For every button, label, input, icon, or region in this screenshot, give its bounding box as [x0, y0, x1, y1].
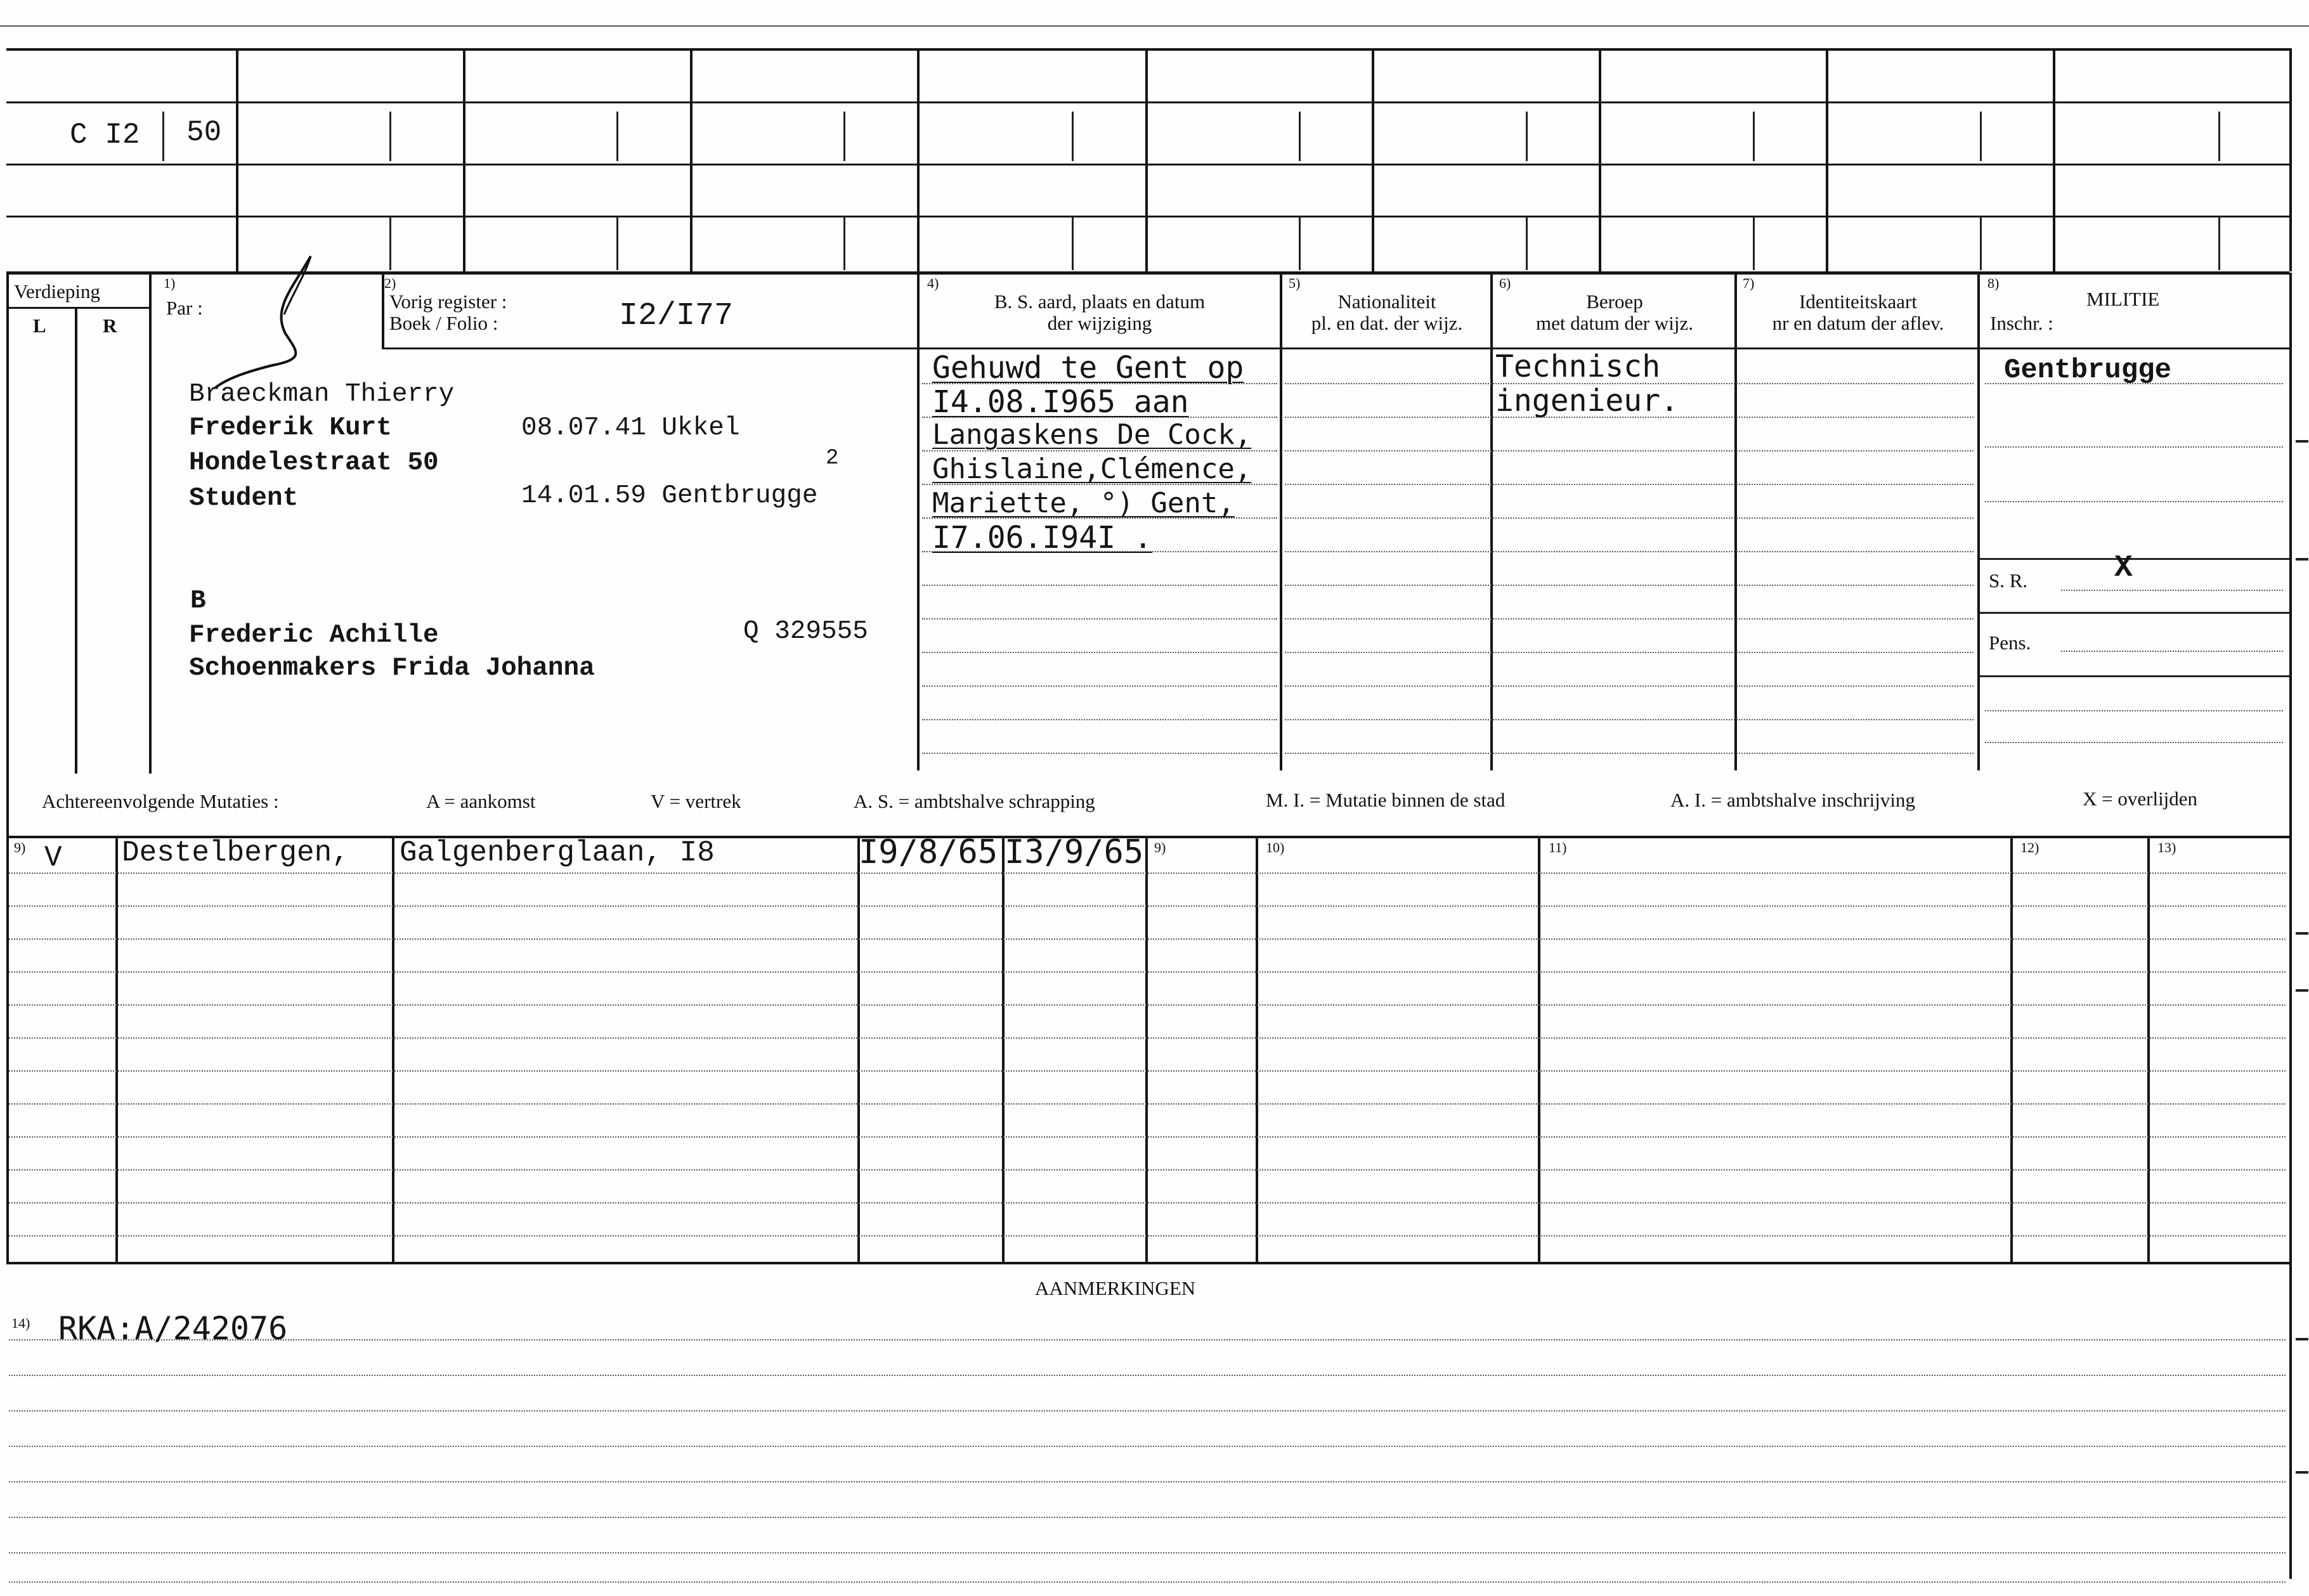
militie-title: MILITIE — [2086, 288, 2160, 310]
mother-name: Schoenmakers Frida Johanna — [189, 654, 595, 683]
sr-label: S. R. — [1989, 569, 2028, 592]
column-number: 11) — [1549, 840, 1567, 855]
legend-item: X = overlijden — [2083, 788, 2198, 810]
column-number: 10) — [1266, 840, 1285, 855]
person-name-1: Braeckman Thierry — [189, 380, 455, 409]
bs-line: Langaskens De Cock, — [932, 418, 1252, 451]
boek-label: Boek / Folio : — [389, 312, 498, 334]
address-mark: 2 — [826, 446, 839, 470]
bs-line: Mariette, °) Gent, — [932, 487, 1235, 519]
nat-number: 5) — [1289, 275, 1301, 291]
section-b-label: B — [190, 587, 206, 616]
pens-label: Pens. — [1989, 632, 2031, 654]
verdieping-label: Verdieping — [14, 280, 101, 302]
remarks-title: AANMERKINGEN — [1035, 1277, 1196, 1299]
bs-line: Gehuwd te Gent op — [932, 350, 1244, 386]
par-number: 1) — [164, 275, 176, 291]
father-code: Q 329555 — [743, 617, 868, 646]
bs-line: I4.08.I965 aan — [932, 384, 1189, 420]
par-label: Par : — [166, 297, 203, 319]
inschr-label: Inschr. : — [1990, 312, 2053, 334]
column-number: 9) — [1154, 840, 1166, 855]
mutation-date-2: I3/9/65 — [1005, 833, 1144, 871]
bs-header-line-2: der wijziging — [1047, 312, 1152, 334]
boek-value: I2/I77 — [619, 298, 734, 334]
beroep-line: Technisch — [1495, 349, 1661, 384]
id-number: 7) — [1743, 275, 1755, 291]
code-part-2: 50 — [186, 116, 222, 149]
nat-header-line-2: pl. en dat. der wijz. — [1311, 312, 1463, 334]
vorig-label: Vorig register : — [389, 290, 507, 313]
column-number: 12) — [2020, 840, 2039, 855]
column-number: 13) — [2157, 840, 2176, 855]
bs-line: Ghislaine,Clémence, — [932, 453, 1252, 485]
militie-inschr-value: Gentbrugge — [2004, 354, 2172, 386]
id-header-line-2: nr en datum der aflev. — [1772, 312, 1944, 334]
legend-item: A. I. = ambtshalve inschrijving — [1670, 789, 1915, 811]
mutation-code: V — [44, 841, 62, 874]
l-label: L — [33, 315, 46, 337]
person-address: Hondelestraat 50 — [189, 448, 439, 477]
legend-title: Achtereenvolgende Mutaties : — [42, 790, 279, 812]
sr-value: X — [2114, 551, 2133, 585]
legend-item: A. S. = ambtshalve schrapping — [854, 790, 1095, 812]
mutation-city: Destelbergen, — [122, 836, 349, 869]
column-number: 9) — [14, 840, 26, 855]
birth-date-place: 08.07.41 Ukkel — [521, 413, 740, 443]
remarks-value: RKA:A/242076 — [58, 1310, 288, 1347]
beroep-header-line-1: Beroep — [1586, 290, 1643, 313]
father-name: Frederic Achille — [189, 621, 439, 650]
bs-number: 4) — [927, 275, 939, 291]
registration-date-place: 14.01.59 Gentbrugge — [521, 481, 818, 510]
id-header-line-1: Identiteitskaart — [1799, 290, 1917, 313]
par-signature — [209, 251, 336, 391]
beroep-line: ingenieur. — [1495, 383, 1679, 418]
r-label: R — [103, 315, 117, 337]
legend-item: A = aankomst — [426, 790, 536, 812]
person-occupation: Student — [189, 484, 299, 513]
person-name-2: Frederik Kurt — [189, 413, 392, 443]
code-part-1: C I2 — [70, 119, 140, 152]
remarks-number: 14) — [11, 1315, 30, 1331]
mutation-street: Galgenberglaan, I8 — [400, 836, 715, 869]
beroep-number: 6) — [1499, 275, 1511, 291]
nat-header-line-1: Nationaliteit — [1337, 290, 1436, 313]
mutation-date-1: I9/8/65 — [859, 833, 998, 871]
legend-item: M. I. = Mutatie binnen de stad — [1266, 789, 1506, 811]
militie-number: 8) — [1987, 275, 2000, 291]
bs-line: I7.06.I94I . — [932, 520, 1152, 555]
beroep-header-line-2: met datum der wijz. — [1536, 312, 1693, 334]
bs-header-line-1: B. S. aard, plaats en datum — [994, 290, 1206, 313]
legend-item: V = vertrek — [651, 790, 741, 812]
vorig-number: 2) — [384, 275, 396, 291]
